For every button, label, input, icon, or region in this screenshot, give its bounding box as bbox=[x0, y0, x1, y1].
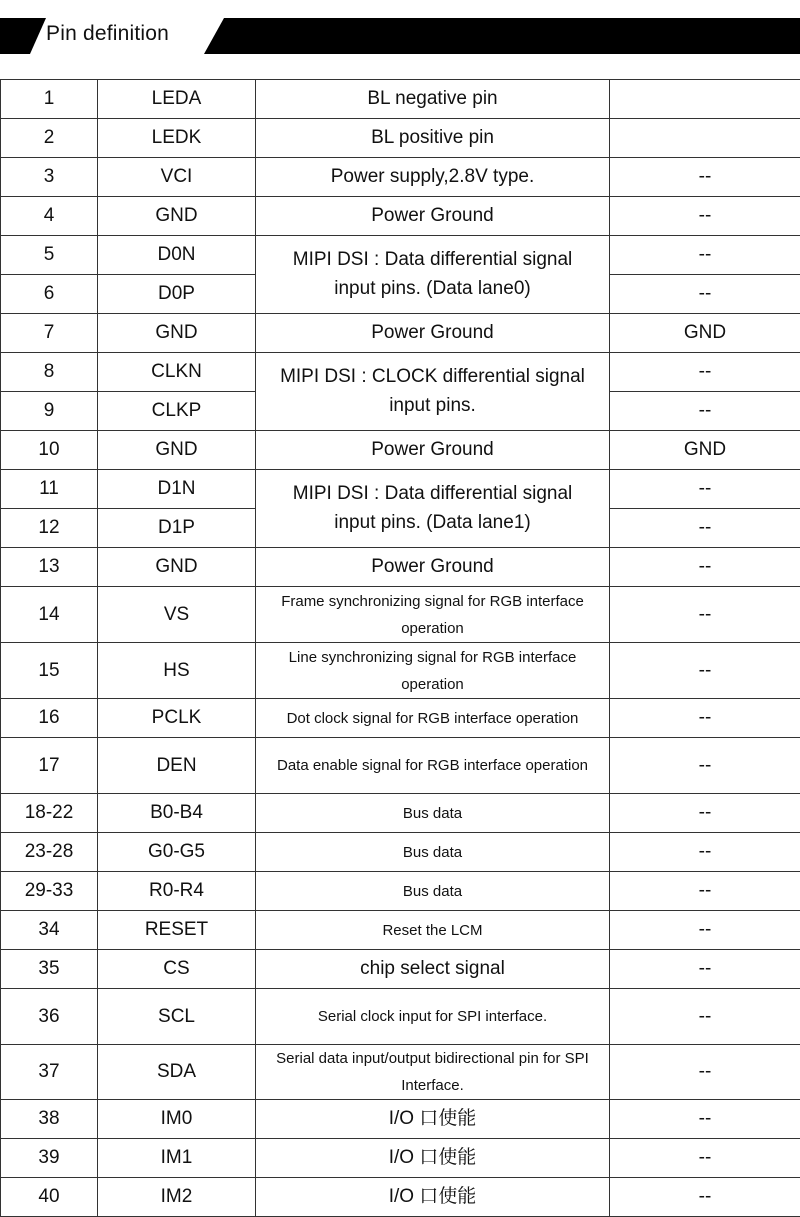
pin-description: Dot clock signal for RGB interface operation bbox=[256, 699, 610, 738]
pin-note: -- bbox=[610, 548, 800, 587]
pin-description: chip select signal bbox=[256, 950, 610, 989]
pin-note: -- bbox=[610, 1178, 800, 1217]
table-row bbox=[1, 197, 800, 236]
pin-name: PCLK bbox=[98, 699, 256, 738]
pin-note: -- bbox=[610, 833, 800, 872]
pin-name: SCL bbox=[98, 989, 256, 1045]
pin-description: Bus data bbox=[256, 872, 610, 911]
pin-description: Serial data input/output bidirectional pin for SPI Interface. bbox=[256, 1045, 610, 1100]
pin-number: 35 bbox=[1, 950, 98, 989]
pin-description: Power Ground bbox=[256, 197, 610, 236]
pin-number: 6 bbox=[1, 275, 98, 314]
pin-note: GND bbox=[610, 431, 800, 470]
pin-number: 5 bbox=[1, 236, 98, 275]
table-row bbox=[1, 431, 800, 470]
pin-number: 18-22 bbox=[1, 794, 98, 833]
table-row bbox=[1, 872, 800, 911]
pin-note: -- bbox=[610, 353, 800, 392]
pin-number: 2 bbox=[1, 119, 98, 158]
pin-description: Power supply,2.8V type. bbox=[256, 158, 610, 197]
pin-note: -- bbox=[610, 699, 800, 738]
pin-note: -- bbox=[610, 1045, 800, 1100]
table-row bbox=[1, 80, 800, 119]
pin-name: B0-B4 bbox=[98, 794, 256, 833]
pin-note: -- bbox=[610, 872, 800, 911]
pin-number: 16 bbox=[1, 699, 98, 738]
pin-note: -- bbox=[610, 236, 800, 275]
pin-description: I/O 口使能 bbox=[256, 1139, 610, 1178]
table-row bbox=[1, 587, 800, 643]
table-row bbox=[1, 314, 800, 353]
pin-description: I/O 口使能 bbox=[256, 1100, 610, 1139]
pin-description: MIPI DSI : CLOCK differential signal input pins. bbox=[256, 353, 610, 431]
pin-name: IM2 bbox=[98, 1178, 256, 1217]
pin-number: 3 bbox=[1, 158, 98, 197]
section-header bbox=[0, 18, 800, 54]
table-row bbox=[1, 236, 800, 275]
pin-description: Frame synchronizing signal for RGB interface operation bbox=[256, 587, 610, 643]
pin-number: 13 bbox=[1, 548, 98, 587]
pin-number: 37 bbox=[1, 1045, 98, 1100]
pin-number: 38 bbox=[1, 1100, 98, 1139]
pin-note: -- bbox=[610, 197, 800, 236]
pin-note: -- bbox=[610, 587, 800, 643]
pin-name: LEDA bbox=[98, 80, 256, 119]
pin-description: Power Ground bbox=[256, 431, 610, 470]
table-row bbox=[1, 643, 800, 699]
pin-name: D1N bbox=[98, 470, 256, 509]
pin-note: -- bbox=[610, 509, 800, 548]
pin-number: 11 bbox=[1, 470, 98, 509]
pin-number: 1 bbox=[1, 80, 98, 119]
table-row bbox=[1, 1100, 800, 1139]
pin-note: -- bbox=[610, 911, 800, 950]
pin-name: DEN bbox=[98, 738, 256, 794]
pin-number: 14 bbox=[1, 587, 98, 643]
pin-name: GND bbox=[98, 314, 256, 353]
pin-note: -- bbox=[610, 794, 800, 833]
pin-name: GND bbox=[98, 431, 256, 470]
pin-number: 29-33 bbox=[1, 872, 98, 911]
pin-number: 39 bbox=[1, 1139, 98, 1178]
table-row bbox=[1, 833, 800, 872]
table-row bbox=[1, 119, 800, 158]
pin-note: GND bbox=[610, 314, 800, 353]
pin-note: -- bbox=[610, 989, 800, 1045]
pin-name: LEDK bbox=[98, 119, 256, 158]
table-row bbox=[1, 699, 800, 738]
pin-name: D0N bbox=[98, 236, 256, 275]
pin-note bbox=[610, 119, 800, 158]
pin-description: Power Ground bbox=[256, 548, 610, 587]
pin-note: -- bbox=[610, 1100, 800, 1139]
pin-note: -- bbox=[610, 158, 800, 197]
table-row bbox=[1, 911, 800, 950]
pin-description: MIPI DSI : Data differential signal input pins. (Data lane1) bbox=[256, 470, 610, 548]
pin-description: I/O 口使能 bbox=[256, 1178, 610, 1217]
pin-number: 8 bbox=[1, 353, 98, 392]
table-row bbox=[1, 1178, 800, 1217]
table-row bbox=[1, 548, 800, 587]
table-row bbox=[1, 989, 800, 1045]
pin-number: 17 bbox=[1, 738, 98, 794]
pin-description: Power Ground bbox=[256, 314, 610, 353]
pin-note: -- bbox=[610, 643, 800, 699]
table-row bbox=[1, 158, 800, 197]
table-row bbox=[1, 353, 800, 392]
pin-name: CS bbox=[98, 950, 256, 989]
pin-name: GND bbox=[98, 548, 256, 587]
pin-description: BL positive pin bbox=[256, 119, 610, 158]
pin-name: IM0 bbox=[98, 1100, 256, 1139]
pin-name: CLKN bbox=[98, 353, 256, 392]
pin-name: D1P bbox=[98, 509, 256, 548]
table-row bbox=[1, 794, 800, 833]
pin-name: IM1 bbox=[98, 1139, 256, 1178]
table-row bbox=[1, 738, 800, 794]
pin-description: Bus data bbox=[256, 833, 610, 872]
pin-number: 12 bbox=[1, 509, 98, 548]
table-row bbox=[1, 950, 800, 989]
pin-number: 10 bbox=[1, 431, 98, 470]
pin-note: -- bbox=[610, 738, 800, 794]
pin-description: Bus data bbox=[256, 794, 610, 833]
pin-name: GND bbox=[98, 197, 256, 236]
pin-note: -- bbox=[610, 470, 800, 509]
table-row bbox=[1, 470, 800, 509]
table-row bbox=[1, 1139, 800, 1178]
pin-note: -- bbox=[610, 275, 800, 314]
pin-name: RESET bbox=[98, 911, 256, 950]
pin-description: Data enable signal for RGB interface operation bbox=[256, 738, 610, 794]
pin-description: Reset the LCM bbox=[256, 911, 610, 950]
pin-name: G0-G5 bbox=[98, 833, 256, 872]
pin-number: 34 bbox=[1, 911, 98, 950]
pin-note: -- bbox=[610, 1139, 800, 1178]
pin-number: 36 bbox=[1, 989, 98, 1045]
pin-description: MIPI DSI : Data differential signal input pins. (Data lane0) bbox=[256, 236, 610, 314]
pin-note: -- bbox=[610, 392, 800, 431]
pin-number: 9 bbox=[1, 392, 98, 431]
pin-name: R0-R4 bbox=[98, 872, 256, 911]
pin-number: 4 bbox=[1, 197, 98, 236]
pin-description: Serial clock input for SPI interface. bbox=[256, 989, 610, 1045]
pin-name: D0P bbox=[98, 275, 256, 314]
pin-number: 7 bbox=[1, 314, 98, 353]
pin-number: 15 bbox=[1, 643, 98, 699]
pin-table bbox=[0, 79, 800, 1217]
section-title: Pin definition bbox=[46, 22, 169, 46]
pin-description: Line synchronizing signal for RGB interface operation bbox=[256, 643, 610, 699]
pin-note bbox=[610, 80, 800, 119]
pin-number: 40 bbox=[1, 1178, 98, 1217]
pin-description: BL negative pin bbox=[256, 80, 610, 119]
pin-name: HS bbox=[98, 643, 256, 699]
pin-name: VCI bbox=[98, 158, 256, 197]
pin-name: VS bbox=[98, 587, 256, 643]
pin-name: SDA bbox=[98, 1045, 256, 1100]
pin-number: 23-28 bbox=[1, 833, 98, 872]
pin-name: CLKP bbox=[98, 392, 256, 431]
pin-note: -- bbox=[610, 950, 800, 989]
table-row bbox=[1, 1045, 800, 1100]
